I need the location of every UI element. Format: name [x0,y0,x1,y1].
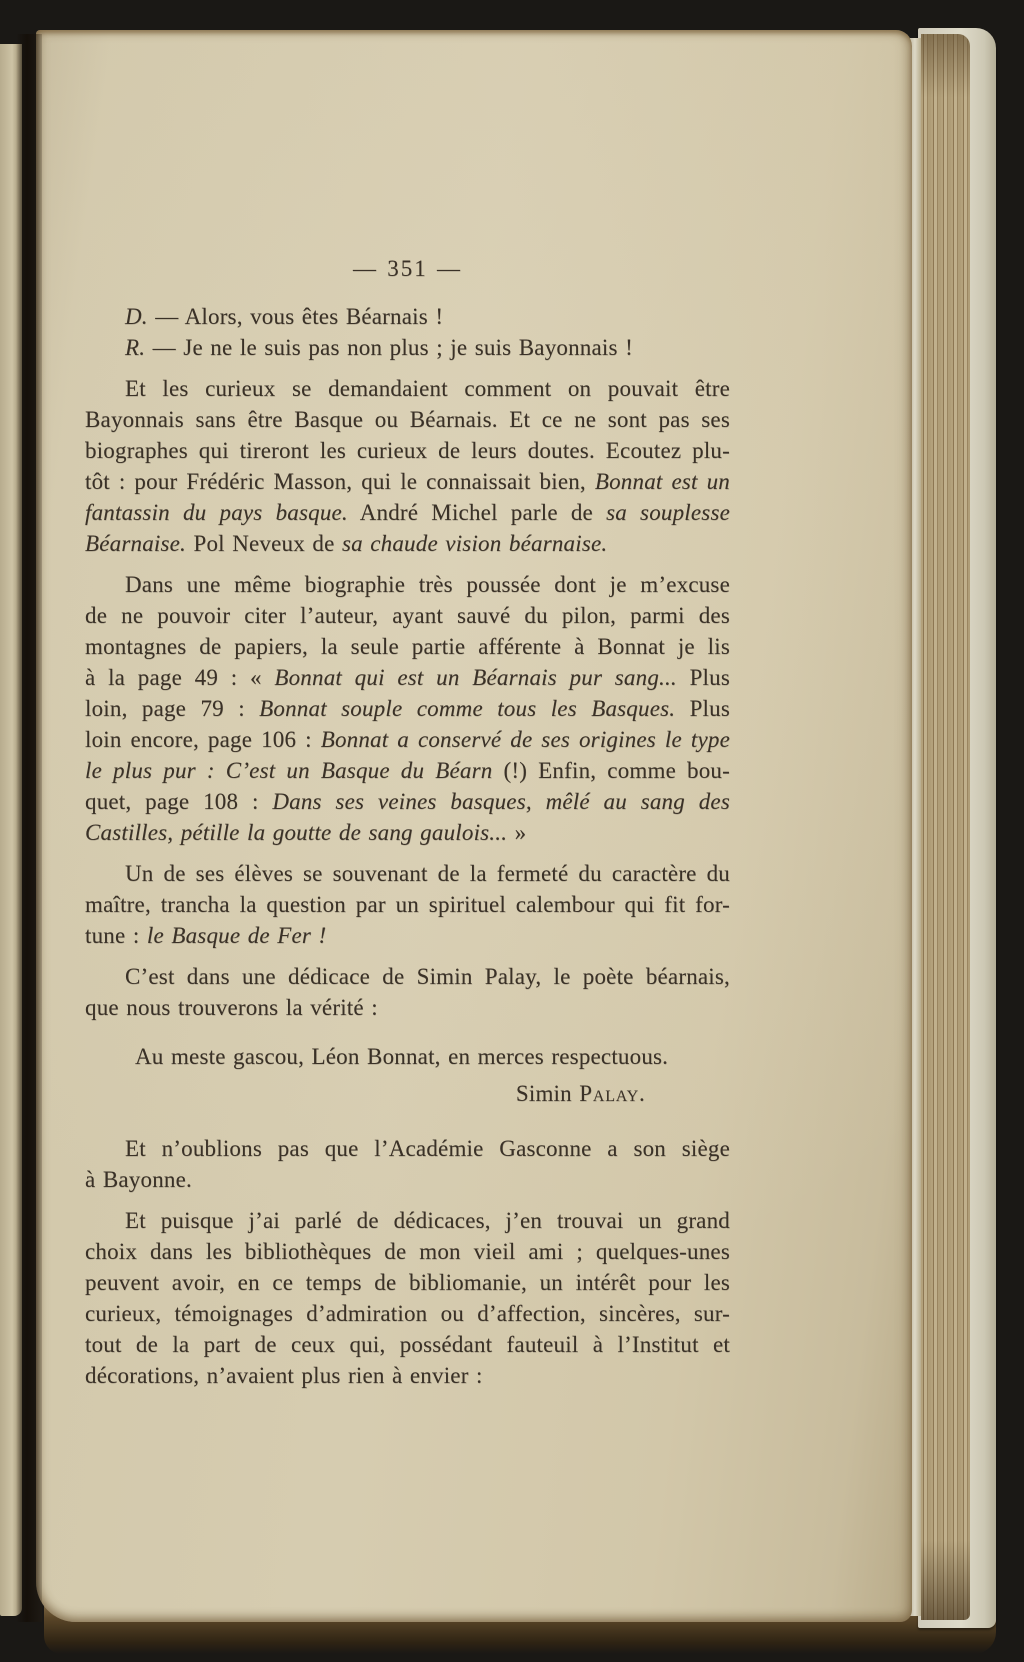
text-line [85,889,730,920]
text-run: André Michel parle de [347,500,607,525]
page-text [85,253,730,1391]
text-run: biographes qui tireront les curieux de leurs doutes. Ecoutez plu- [85,438,730,463]
text-run: Et les curieux se demandaient comment on pouvait être [125,376,730,401]
paragraph [85,961,730,1023]
book-fore-edge-page-stack [921,34,970,1620]
signature-line [85,1078,730,1109]
smallcaps-run: Palay [579,1081,640,1106]
text-line [85,631,730,662]
italic-run: le Basque de Fer ! [146,923,327,948]
text-line [85,662,730,693]
text-line [85,724,730,755]
text-run: . [639,1081,645,1106]
text-run: — Alors, vous êtes Béarnais ! [147,304,444,329]
text-line [85,786,730,817]
text-line [85,404,730,435]
paragraph [85,373,730,559]
text-run: loin, page 79 : [85,696,260,721]
text-line [85,1205,730,1236]
text-run: à la page 49 : « [85,665,275,690]
text-run: Plus [676,665,730,690]
text-run: Au meste gascou, Léon Bonnat, en merces respectuous. [135,1044,669,1069]
text-run: de ne pouvoir citer l’auteur, ayant sauvé du pilon, parmi des [85,603,730,628]
text-line [85,992,730,1023]
text-run: décorations, n’avaient plus rien à envier : [85,1363,483,1388]
facing-page-sliver [0,44,22,1616]
text-line [85,920,730,951]
italic-run: Dans ses veines basques, mêlé au sang des [272,789,730,814]
italic-run: Béarnaise. [85,531,187,556]
italic-run: Bonnat souple comme tous les Basques. [259,696,676,721]
text-run: Dans une même biographie très poussée dont je m’excuse [125,572,730,597]
text-line [85,1360,730,1391]
italic-run: Bonnat a conservé de ses origines le type [320,727,730,752]
text-run: Pol Neveux de [186,531,342,556]
text-run: C’est dans une dédicace de Simin Palay, le poète béarnais, [125,964,730,989]
text-run: montagnes de papiers, la seule partie afférente à Bonnat je lis [85,634,730,659]
text-line [85,1133,730,1164]
text-line [85,466,730,497]
book-page [36,30,912,1622]
italic-run: fantassin du pays basque. [85,500,348,525]
page-number [85,253,730,284]
italic-run: R. [125,335,146,360]
text-run: que nous trouverons la vérité : [85,995,378,1020]
text-run: Plus [675,696,730,721]
text-run: Simin [515,1081,580,1106]
italic-run: Bonnat est un [594,469,730,494]
text-run: — 351 — [353,256,462,281]
text-line [85,693,730,724]
italic-run: Castilles, pétille la goutte de sang gaulois... [85,820,508,845]
text-line [85,1164,730,1195]
text-run: (!) Enfin, comme bou- [492,758,730,783]
italic-run: le plus pur : C’est un Basque du Béarn [85,758,493,783]
text-run: quet, page 108 : [85,789,273,814]
text-line [85,600,730,631]
text-run: à Bayonne. [85,1167,192,1192]
text-line [85,817,730,848]
text-run: » [507,820,527,845]
paragraph [85,1133,730,1195]
italic-run: Bonnat qui est un Béarnais pur sang... [274,665,677,690]
text-run: tôt : pour Frédéric Masson, qui le connaissait bien, [85,469,595,494]
text-run: loin encore, page 106 : [85,727,321,752]
text-line [85,1236,730,1267]
paragraph [85,569,730,848]
text-run: Bayonnais sans être Basque ou Béarnais. Et ce ne sont pas ses [85,407,730,432]
text-line [85,373,730,404]
text-line [85,1298,730,1329]
dedication-line [85,1041,730,1072]
text-run: Un de ses élèves se souvenant de la fermeté du caractère du [125,861,730,886]
dialog-line [85,301,730,332]
text-run: tout de la part de ceux qui, possédant fauteuil à l’Institut et [85,1332,730,1357]
text-run: Et puisque j’ai parlé de dédicaces, j’en trouvai un grand [125,1208,730,1233]
text-line [85,961,730,992]
text-run: curieux, témoignages d’admiration ou d’affection, sincères, sur- [85,1301,730,1326]
text-line [85,755,730,786]
text-run: — Je ne le suis pas non plus ; je suis Bayonnais ! [145,335,633,360]
dialog-line [85,332,730,363]
text-run: Et n’oublions pas que l’Académie Gasconne a son siège [125,1136,730,1161]
text-run: choix dans les bibliothèques de mon vieil ami ; quelques-unes [85,1239,730,1264]
paragraph [85,858,730,951]
italic-run: sa chaude vision béarnaise. [341,531,608,556]
text-run: peuvent avoir, en ce temps de bibliomanie, un intérêt pour les [85,1270,730,1295]
italic-run: sa souplesse [606,500,730,525]
text-line [85,569,730,600]
text-line [85,1329,730,1360]
text-line [85,497,730,528]
text-line [85,435,730,466]
text-line [85,858,730,889]
paragraph [85,1205,730,1391]
italic-run: D. [125,304,148,329]
text-line [85,528,730,559]
text-run: tune : [85,923,147,948]
text-run: maître, trancha la question par un spirituel calembour qui fit for- [85,892,730,917]
text-line [85,1267,730,1298]
